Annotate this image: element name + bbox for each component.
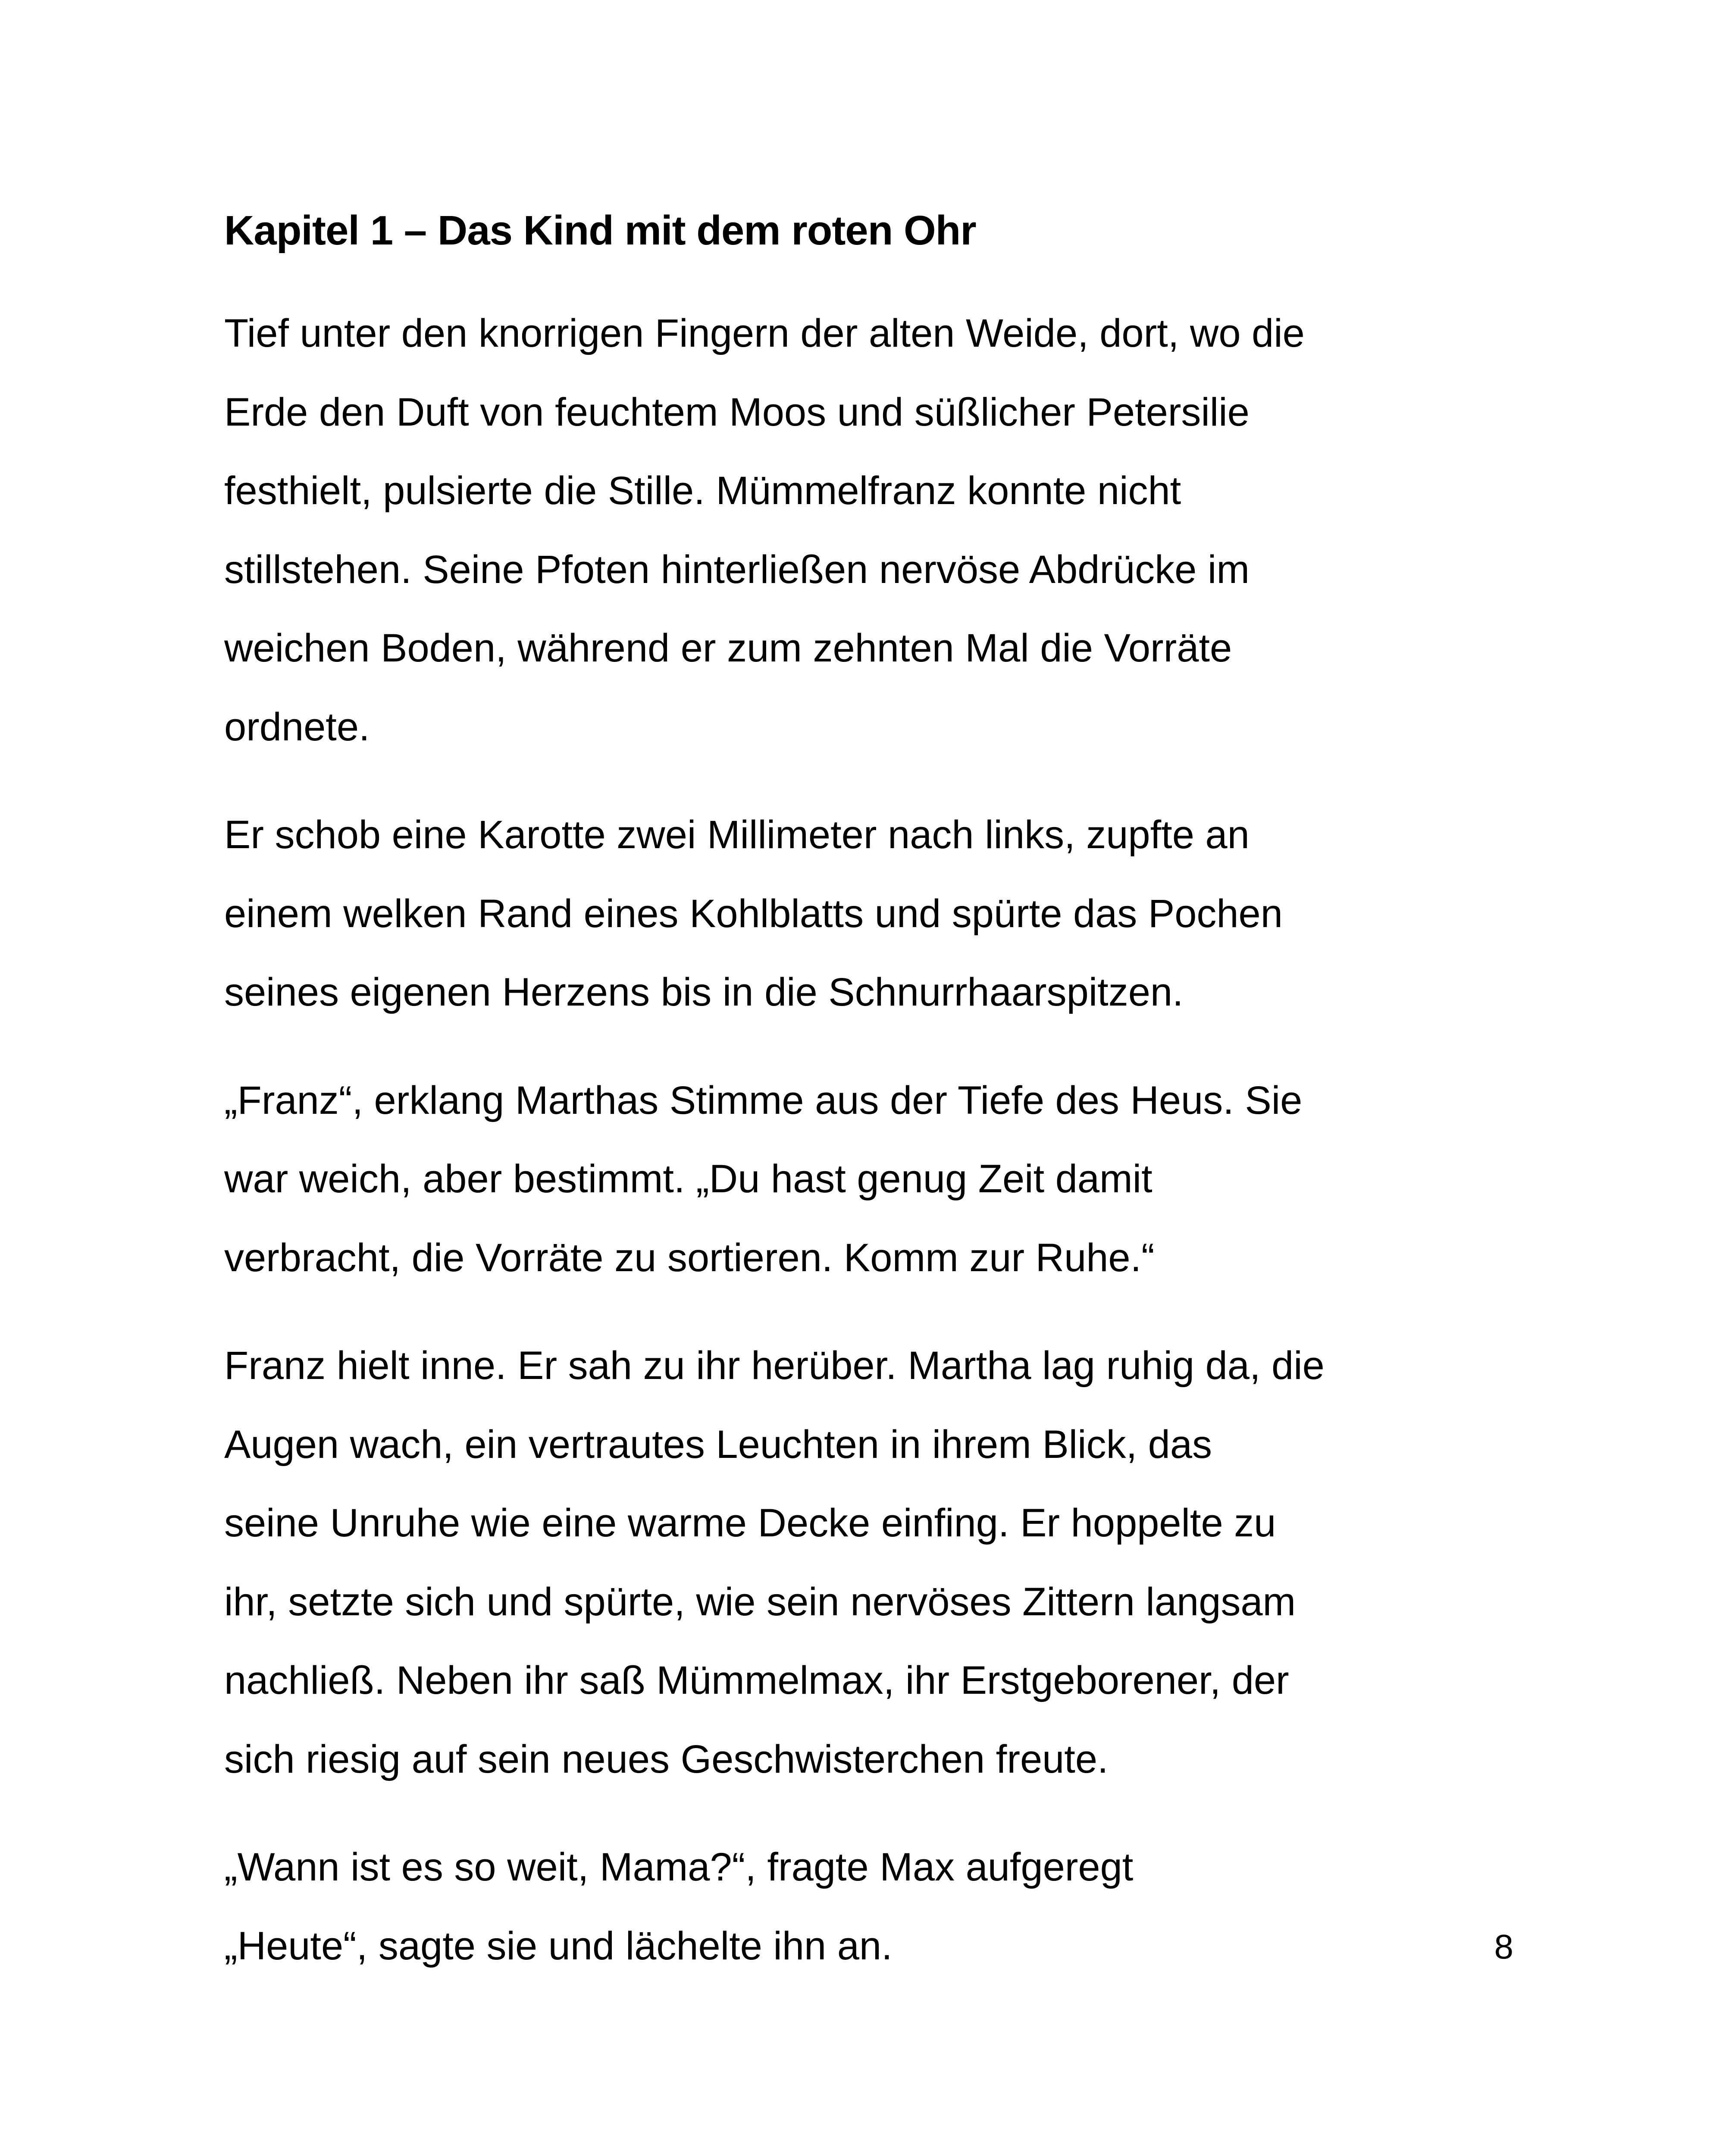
text-line: Tief unter den knorrigen Fingern der alten Weide, dort, wo die [224, 311, 1305, 355]
chapter-title: Kapitel 1 – Das Kind mit dem roten Ohr [224, 207, 976, 254]
paragraph [224, 1061, 1544, 1297]
text-line: Er schob eine Karotte zwei Millimeter nach links, zupfte an [224, 813, 1250, 857]
text-line: „Heute“, sagte sie und lächelte ihn an. [224, 1924, 893, 1968]
text-line: seine Unruhe wie eine warme Decke einfing. Er hoppelte zu [224, 1501, 1276, 1545]
text-line: „Wann ist es so weit, Mama?“, fragte Max aufgeregt [224, 1845, 1134, 1889]
text-line: „Franz“, erklang Marthas Stimme aus der Tiefe des Heus. Sie [224, 1078, 1303, 1122]
text-line: stillstehen. Seine Pfoten hinterließen nervöse Abdrücke im [224, 547, 1250, 592]
page-number: 8 [1494, 1927, 1513, 1966]
paragraph [224, 1326, 1544, 1799]
text-line: war weich, aber bestimmt. „Du hast genug Zeit damit [224, 1157, 1153, 1201]
paragraph [224, 294, 1544, 766]
text-line: nachließ. Neben ihr saß Mümmelmax, ihr Erstgeborener, der [224, 1658, 1289, 1702]
text-line: einem welken Rand eines Kohlblatts und spürte das Pochen [224, 891, 1283, 936]
text-line: Erde den Duft von feuchtem Moos und süßlicher Petersilie [224, 390, 1250, 434]
text-line: festhielt, pulsierte die Stille. Mümmelfranz konnte nicht [224, 469, 1181, 513]
text-line: ihr, setzte sich und spürte, wie sein nervöses Zittern langsam [224, 1579, 1296, 1624]
page-content [224, 203, 1544, 2015]
paragraph [224, 796, 1544, 1032]
text-line: verbracht, die Vorräte zu sortieren. Komm zur Ruhe.“ [224, 1235, 1155, 1280]
text-line: ordnete. [224, 705, 370, 749]
text-line: sich riesig auf sein neues Geschwisterchen freute. [224, 1737, 1109, 1781]
text-line: Augen wach, ein vertrautes Leuchten in ihrem Blick, das [224, 1422, 1212, 1467]
text-line: weichen Boden, während er zum zehnten Mal die Vorräte [224, 626, 1232, 670]
paragraph [224, 1828, 1544, 1985]
text-line: seines eigenen Herzens bis in die Schnurrhaarspitzen. [224, 970, 1184, 1014]
text-line: Franz hielt inne. Er sah zu ihr herüber. Martha lag ruhig da, die [224, 1344, 1325, 1388]
